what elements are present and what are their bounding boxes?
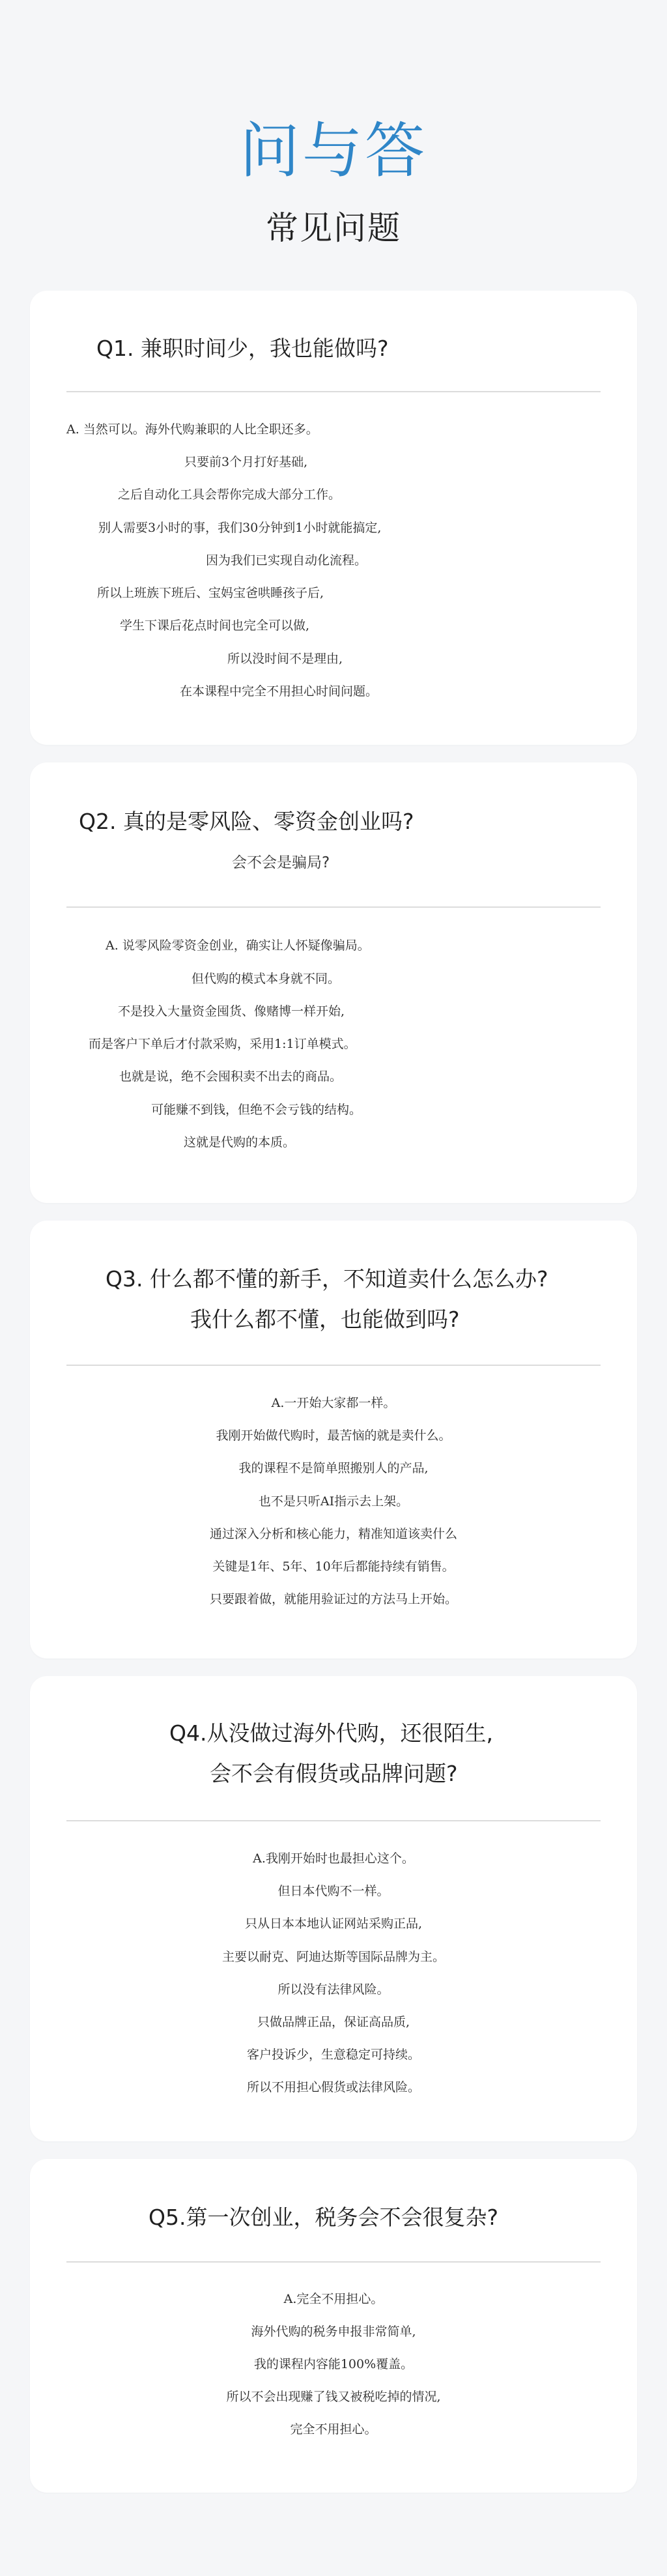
faq-card-1 <box>30 291 637 745</box>
faq-answer-line: 但日本代购不一样。 <box>277 1884 390 1898</box>
faq-card-3 <box>30 1221 637 1658</box>
faq-answer-line: 通过深入分析和核心能力，精准知道该卖什么 <box>209 1527 457 1541</box>
faq-card-4 <box>30 1676 637 2141</box>
faq-answer-line: 别人需要3小时的事，我们30分钟到1小时就能搞定, <box>98 521 382 535</box>
faq-question: Q1. 兼职时间少，我也能做吗? <box>96 336 389 361</box>
faq-answer-line: 海外代购的税务申报非常简单, <box>251 2324 416 2339</box>
faq-divider <box>66 1820 601 1821</box>
faq-answer-line: 因为我们已实现自动化流程。 <box>206 553 367 568</box>
faq-question-sub: 会不会是骗局? <box>232 854 330 871</box>
faq-answer-line: 我刚开始做代购时，最苦恼的就是卖什么。 <box>216 1428 451 1443</box>
faq-answer-line: 我的课程不是简单照搬别人的产品, <box>238 1461 429 1475</box>
faq-answer-line: A. 说零风险零资金创业，确实让人怀疑像骗局。 <box>106 938 370 953</box>
faq-question-line2: 我什么都不懂，也能做到吗? <box>190 1307 460 1332</box>
faq-answer-line: 所以不用担心假货或法律风险。 <box>246 2080 420 2094</box>
page-title: 问与答 <box>239 116 427 186</box>
faq-question: Q3. 什么都不懂的新手，不知道卖什么怎么办? <box>106 1266 548 1292</box>
faq-answer-line: 只要前3个月打好基础, <box>184 455 308 469</box>
faq-answer-line: 学生下课后花点时间也完全可以做, <box>120 618 310 633</box>
faq-question: Q4.从没做过海外代购，还很陌生, <box>169 1720 493 1746</box>
faq-answer-line: 也就是说，绝不会囤积卖不出去的商品。 <box>119 1069 343 1084</box>
faq-answer-line: 所以没有法律风险。 <box>277 1982 390 1997</box>
faq-answer-line: A. 当然可以。海外代购兼职的人比全职还多。 <box>66 422 319 437</box>
faq-answer-line: 完全不用担心。 <box>290 2422 377 2437</box>
faq-answer-line: A.一开始大家都一样。 <box>271 1396 396 1410</box>
faq-answer-line: 在本课程中完全不用担心时间问题。 <box>180 684 378 699</box>
faq-answer-line: 主要以耐克、阿迪达斯等国际品牌为主。 <box>221 1950 445 1964</box>
faq-answer-line: 所以没时间不是理由, <box>227 652 343 666</box>
faq-question-line2: 会不会有假货或品牌问题? <box>210 1761 458 1786</box>
faq-answer-line: 我的课程内容能100%覆盖。 <box>253 2357 414 2371</box>
faq-answer-line: 不是投入大量资金囤货、像赌博一样开始, <box>118 1004 345 1019</box>
faq-answer-line: A.我刚开始时也最担心这个。 <box>253 1851 414 1866</box>
faq-card-2 <box>30 762 637 1203</box>
faq-question: Q2. 真的是零风险、零资金创业吗? <box>79 809 414 834</box>
faq-divider <box>66 1365 601 1366</box>
faq-divider <box>66 2261 601 2263</box>
faq-answer-line: 之后自动化工具会帮你完成大部分工作。 <box>118 487 341 502</box>
page-subtitle: 常见问题 <box>266 209 401 247</box>
faq-answer-line: 所以上班族下班后、宝妈宝爸哄睡孩子后, <box>97 586 324 600</box>
faq-answer-line: 关键是1年、5年、10年后都能持续有销售。 <box>212 1559 455 1574</box>
faq-answer-line: 这就是代购的本质。 <box>184 1135 296 1150</box>
faq-card-5 <box>30 2159 637 2493</box>
faq-answer-line: 客户投诉少，生意稳定可持续。 <box>246 2048 420 2062</box>
faq-answer-line: 但代购的模式本身就不同。 <box>192 972 341 986</box>
faq-answer-line: 只要跟着做，就能用验证过的方法马上开始。 <box>209 1592 457 1606</box>
faq-answer-line: 也不是只听AI指示去上架。 <box>258 1494 409 1509</box>
faq-question: Q5.第一次创业，税务会不会很复杂? <box>149 2205 498 2230</box>
faq-answer-line: A.完全不用担心。 <box>283 2292 384 2306</box>
faq-answer-line: 所以不会出现赚了钱又被税吃掉的情况, <box>226 2390 441 2404</box>
faq-divider <box>66 391 601 392</box>
faq-answer-line: 而是客户下单后才付款采购，采用1:1订单模式。 <box>89 1037 356 1051</box>
faq-answer-line: 只从日本本地认证网站采购正品, <box>244 1917 423 1931</box>
faq-answer-line: 只做品牌正品，保证高品质, <box>257 2015 410 2029</box>
faq-divider <box>66 906 601 908</box>
faq-answer-line: 可能赚不到钱，但绝不会亏钱的结构。 <box>151 1103 362 1117</box>
